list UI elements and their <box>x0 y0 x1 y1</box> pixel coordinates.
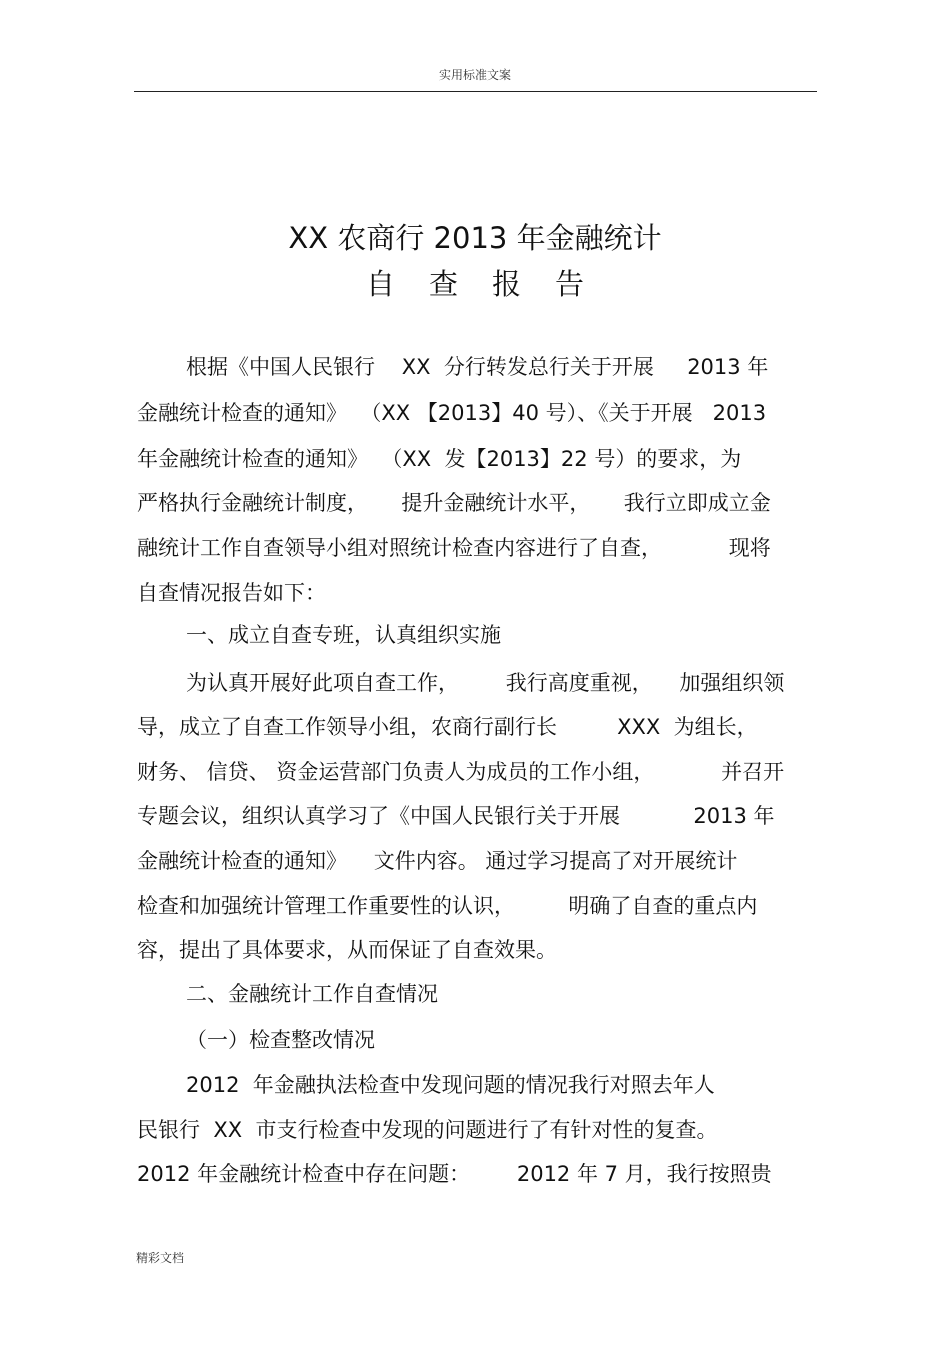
body-line: 2012 年金融统计检查中存在问题： 2012 年 7 月，我行按照贵 <box>137 1162 772 1186</box>
subsection-heading: （一）检查整改情况 <box>186 1028 375 1052</box>
page-footer: 精彩文档 <box>136 1251 185 1265</box>
body-line: 导，成立了自查工作领导小组，农商行副行长 XXX 为组长， <box>137 715 758 739</box>
page-header: 实用标准文案 <box>438 68 511 82</box>
body-line: 为认真开展好此项自查工作， 我行高度重视， 加强组织领 <box>186 671 785 695</box>
report-title-line2: 自查报告 <box>365 267 618 301</box>
report-title-line1: XX 农商行 2013 年金融统计 <box>288 221 662 255</box>
body-line: 容，提出了具体要求，从而保证了自查效果。 <box>137 938 557 962</box>
body-line: 根据《中国人民银行 XX 分行转发总行关于开展 2013 年 <box>186 355 769 379</box>
body-line: 财务、 信贷、 资金运营部门负责人为成员的工作小组， 并召开 <box>137 760 785 784</box>
body-line: 年金融统计检查的通知》 （XX 发【2013】22 号）的要求，为 <box>137 447 742 471</box>
section-heading: 一、成立自查专班，认真组织实施 <box>186 623 501 647</box>
body-line: 融统计工作自查领导小组对照统计检查内容进行了自查， 现将 <box>137 536 771 560</box>
body-line: 金融统计检查的通知》 （XX 【2013】40 号）、《关于开展 2013 <box>137 401 767 425</box>
body-line: 民银行 XX 市支行检查中发现的问题进行了有针对性的复查。 <box>137 1118 718 1142</box>
body-line: 2012 年金融执法检查中发现问题的情况我行对照去年人 <box>186 1073 715 1097</box>
header-divider <box>134 91 817 92</box>
body-line: 金融统计检查的通知》 文件内容。 通过学习提高了对开展统计 <box>137 849 738 873</box>
body-line: 专题会议，组织认真学习了《中国人民银行关于开展 2013 年 <box>137 804 775 828</box>
body-line: 自查情况报告如下： <box>137 581 326 605</box>
body-line: 严格执行金融统计制度， 提升金融统计水平， 我行立即成立金 <box>137 491 771 515</box>
body-line: 检查和加强统计管理工作重要性的认识， 明确了自查的重点内 <box>137 894 758 918</box>
section-heading: 二、金融统计工作自查情况 <box>186 982 438 1006</box>
